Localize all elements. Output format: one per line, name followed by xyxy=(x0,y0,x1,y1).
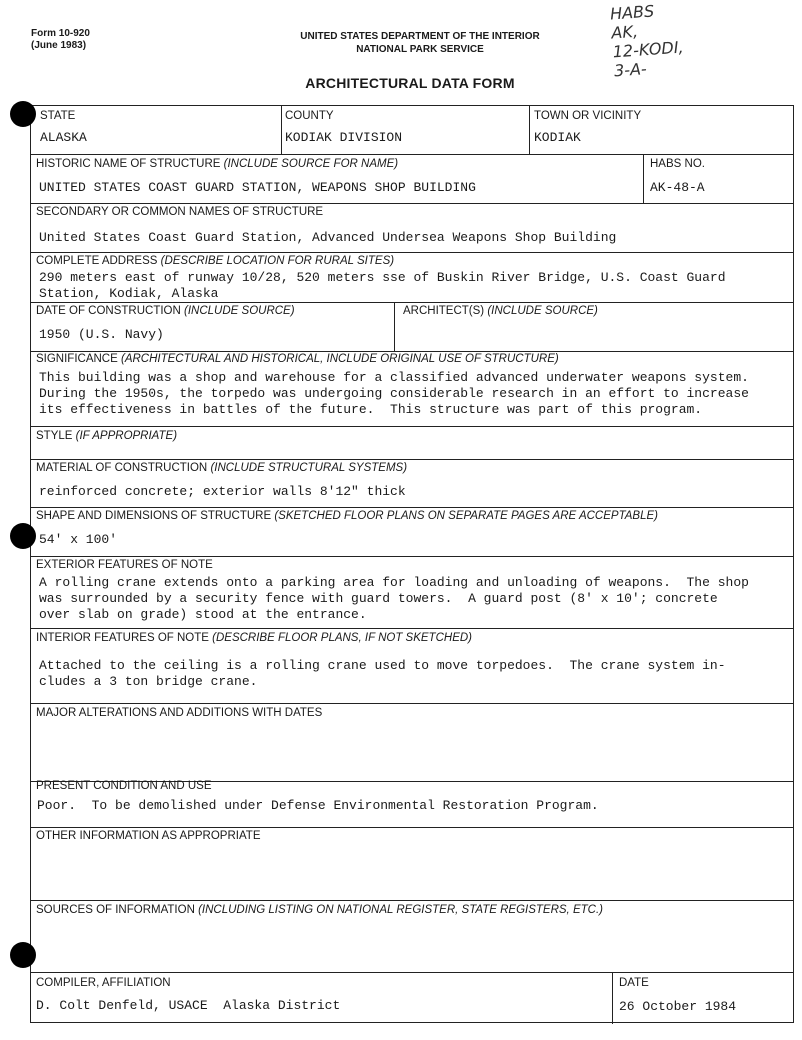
state-value: ALASKA xyxy=(40,130,87,145)
state-label: STATE xyxy=(40,110,76,122)
county-label: COUNTY xyxy=(285,110,334,122)
form-grid xyxy=(30,105,794,1023)
condition-value: Poor. To be demolished under Defense Environmental Restoration Program. xyxy=(37,798,599,813)
exterior-value: A rolling crane extends onto a parking area for loading and unloading of weapons. The shop was surrounded by a security fence with guard towers. A guard post (8' x 10'; concrete over slab on grade) stood at the entrance. xyxy=(39,575,749,622)
construction-date-label: DATE OF CONSTRUCTION (INCLUDE SOURCE) xyxy=(36,305,295,317)
address-value: 290 meters east of runway 10/28, 520 meters sse of Buskin River Bridge, U.S. Coast Guard Station, Kodiak, Alaska xyxy=(39,270,726,301)
architects-label: ARCHITECT(S) (INCLUDE SOURCE) xyxy=(403,305,598,317)
form-date: (June 1983) xyxy=(31,40,87,51)
style-label: STYLE (IF APPROPRIATE) xyxy=(36,430,178,442)
construction-date-value: 1950 (U.S. Navy) xyxy=(39,327,164,342)
punch-hole xyxy=(10,523,36,549)
form-number: Form 10-920 xyxy=(31,28,90,39)
interior-label: INTERIOR FEATURES OF NOTE (DESCRIBE FLOOR PLANS, IF NOT SKETCHED) xyxy=(36,632,472,644)
agency-service: NATIONAL PARK SERVICE xyxy=(356,44,484,55)
interior-value: Attached to the ceiling is a rolling crane used to move torpedoes. The crane system in- cludes a 3 ton bridge crane. xyxy=(39,658,726,689)
habs-no-value: AK-48-A xyxy=(650,180,705,195)
address-label: COMPLETE ADDRESS (DESCRIBE LOCATION FOR RURAL SITES) xyxy=(36,255,395,267)
alterations-label: MAJOR ALTERATIONS AND ADDITIONS WITH DATES xyxy=(36,707,323,719)
significance-label: SIGNIFICANCE (ARCHITECTURAL AND HISTORICAL, INCLUDE ORIGINAL USE OF STRUCTURE) xyxy=(36,353,559,365)
punch-hole xyxy=(10,942,36,968)
material-value: reinforced concrete; exterior walls 8'12" thick xyxy=(39,484,406,499)
punch-hole xyxy=(10,101,36,127)
habs-no-label: HABS NO. xyxy=(650,158,705,170)
historic-name-label: HISTORIC NAME OF STRUCTURE (INCLUDE SOURCE FOR NAME) xyxy=(36,158,399,170)
significance-value: This building was a shop and warehouse for a classified advanced underwater weapons system. During the 1950s, the torpedo was undergoing considerable research in an effort to increase its effectiveness in battles of the future. This structure was part of this program. xyxy=(39,370,749,417)
condition-label: PRESENT CONDITION AND USE xyxy=(36,780,212,792)
material-label: MATERIAL OF CONSTRUCTION (INCLUDE STRUCTURAL SYSTEMS) xyxy=(36,462,408,474)
date-label: DATE xyxy=(619,977,649,989)
other-info-label: OTHER INFORMATION AS APPROPRIATE xyxy=(36,830,261,842)
compiler-label: COMPILER, AFFILIATION xyxy=(36,977,171,989)
agency-header xyxy=(270,30,570,56)
sources-label: SOURCES OF INFORMATION (INCLUDING LISTING ON NATIONAL REGISTER, STATE REGISTERS, ETC.) xyxy=(36,904,603,916)
county-value: KODIAK DIVISION xyxy=(285,130,403,145)
common-names-value: United States Coast Guard Station, Advanced Undersea Weapons Shop Building xyxy=(39,230,617,245)
town-value: KODIAK xyxy=(534,130,581,145)
exterior-label: EXTERIOR FEATURES OF NOTE xyxy=(36,559,213,571)
historic-name-value: UNITED STATES COAST GUARD STATION, WEAPONS SHOP BUILDING xyxy=(39,180,476,195)
common-names-label: SECONDARY OR COMMON NAMES OF STRUCTURE xyxy=(36,206,324,218)
town-label: TOWN OR VICINITY xyxy=(534,110,642,122)
shape-value: 54' x 100' xyxy=(39,532,118,547)
handwritten-annotation: HABS AK, 12-KODI, 3-A- xyxy=(609,1,685,81)
agency-department: UNITED STATES DEPARTMENT OF THE INTERIOR xyxy=(300,31,540,42)
shape-label: SHAPE AND DIMENSIONS OF STRUCTURE (SKETCHED FLOOR PLANS ON SEPARATE PAGES ARE ACCEPTABLE) xyxy=(36,510,658,522)
compiler-value: D. Colt Denfeld, USACE Alaska District xyxy=(36,998,341,1013)
document-title: ARCHITECTURAL DATA FORM xyxy=(305,75,515,91)
date-value: 26 October 1984 xyxy=(619,999,737,1014)
form-identifier xyxy=(31,28,90,52)
